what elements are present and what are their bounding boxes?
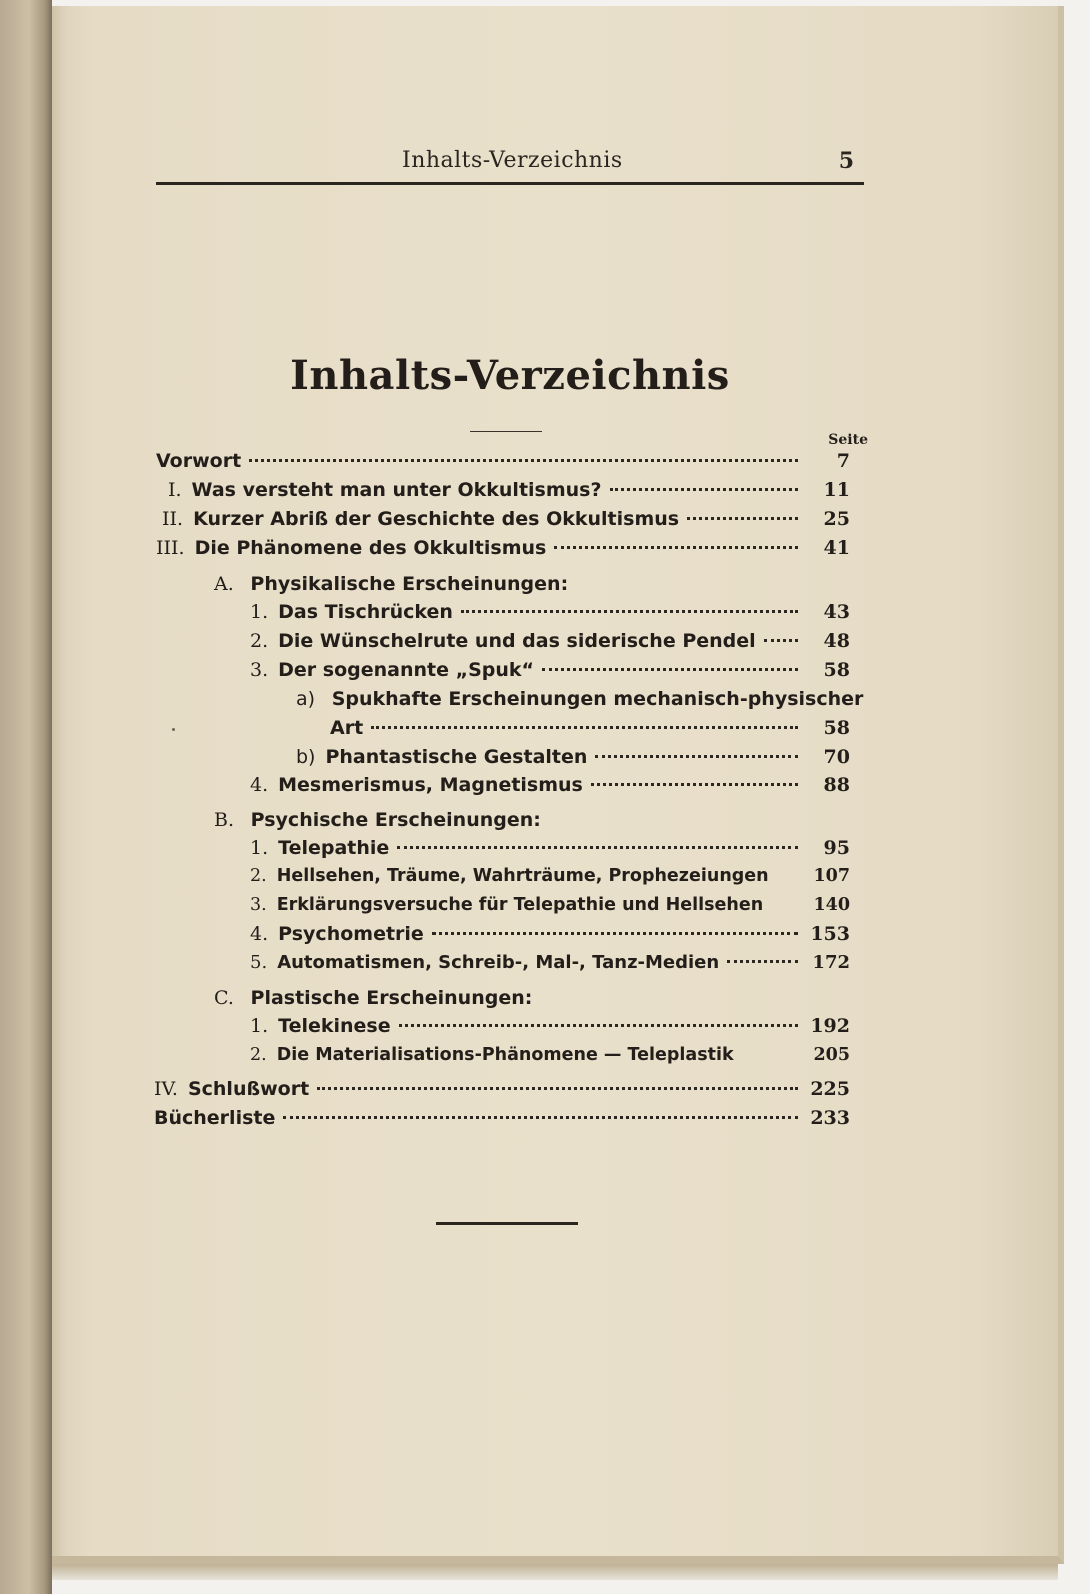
toc-entry-vorwort [156, 447, 850, 475]
toc-entry-page: 153 [810, 923, 850, 945]
toc-entry-b5 [250, 949, 850, 977]
toc-entry-title: Hellsehen, Träume, Wahrträume, Prophezeiungen [276, 866, 769, 886]
toc-entry-number: A. [214, 573, 234, 595]
dot-leader [542, 668, 798, 671]
toc-entry-title: Schlußwort [187, 1078, 310, 1100]
toc-entry-title: Art [330, 717, 364, 739]
toc-entry-number: B. [214, 809, 235, 831]
dot-leader [397, 846, 798, 849]
toc-entry-title: Die Wünschelrute und das siderische Pendel [278, 630, 756, 652]
toc-entry-a3 [250, 656, 850, 684]
toc-entry-number: 1. [250, 837, 269, 859]
dot-leader [249, 459, 798, 462]
end-rule [436, 1222, 578, 1225]
toc-entry-page: 25 [823, 508, 850, 530]
toc-entry-title: Psychische Erscheinungen: [250, 809, 541, 831]
toc-entry-number: b) [296, 746, 316, 768]
dot-leader [727, 960, 798, 963]
toc-entry-title: Telepathie [278, 837, 390, 859]
toc-entry-number: 4. [250, 774, 269, 796]
toc-entry-title: Das Tischrücken [278, 601, 453, 623]
dot-leader [399, 1024, 798, 1027]
toc-entry-page: 205 [813, 1045, 850, 1065]
toc-entry-page: 43 [823, 601, 850, 623]
toc-entry-number: 4. [250, 923, 269, 945]
toc-entry-b4 [250, 920, 850, 948]
toc-entry-a2 [250, 627, 850, 655]
toc-entry-title: Mesmerismus, Magnetismus [278, 774, 583, 796]
toc-entry-a1 [250, 598, 850, 626]
dot-leader [461, 610, 798, 613]
toc-entry-page: 41 [823, 537, 850, 559]
toc-entry-page: 95 [823, 837, 850, 859]
toc-entry-number: 5. [250, 952, 268, 973]
toc-section-b [214, 806, 541, 834]
toc-entry-a3a-continued [330, 714, 850, 742]
toc-entry-page: 107 [813, 866, 850, 886]
toc-entry-title: Der sogenannte „Spuk“ [278, 659, 535, 681]
toc-entry-title: Psychometrie [278, 923, 424, 945]
toc-entry-number: III. [156, 537, 185, 559]
dot-leader [317, 1087, 798, 1090]
toc-entry-a3a [296, 685, 863, 713]
dot-leader [610, 488, 798, 491]
dot-leader [432, 932, 798, 935]
toc-entry-title: Erklärungsversuche für Telepathie und Hellsehen [276, 895, 764, 915]
toc-entry-a4 [250, 771, 850, 799]
toc-section-c [214, 984, 532, 1012]
toc-entry-page: 192 [810, 1015, 850, 1037]
toc-entry-number: 1. [250, 1015, 269, 1037]
dot-leader [554, 546, 798, 549]
toc-entry-page: 48 [823, 630, 850, 652]
page-title: Inhalts-Verzeichnis [290, 352, 730, 399]
toc-entry-title: Die Materialisations-Phänomene — Teleplastik [276, 1045, 734, 1065]
toc-entry-a3b [296, 743, 850, 771]
dot-leader [687, 517, 798, 520]
dot-leader [595, 755, 798, 758]
toc-entry-page: 70 [823, 746, 850, 768]
toc-entry-number: 2. [250, 630, 269, 652]
toc-entry-number: 3. [250, 895, 267, 915]
toc-entry-title: Was versteht man unter Okkultismus? [191, 479, 602, 501]
toc-entry-page: 58 [823, 717, 850, 739]
toc-entry-c1 [250, 1012, 850, 1040]
toc-entry-chapter-3 [156, 534, 850, 562]
dot-leader [771, 902, 798, 905]
toc-entry-page: 233 [810, 1107, 850, 1129]
toc-entry-number: II. [162, 508, 184, 530]
toc-entry-chapter-4 [154, 1075, 850, 1103]
toc-entry-number: I. [168, 479, 182, 501]
toc-entry-number: 3. [250, 659, 269, 681]
toc-entry-title: Vorwort [156, 450, 242, 472]
page-column-label: Seite [828, 432, 868, 448]
toc-entry-page: 7 [836, 450, 850, 472]
toc-entry-number: C. [214, 987, 234, 1009]
toc-entry-page: 58 [823, 659, 850, 681]
toc-entry-chapter-2 [162, 505, 850, 533]
toc-entry-number: 1. [250, 601, 269, 623]
toc-entry-b2 [250, 862, 850, 890]
dot-leader [777, 873, 798, 876]
dot-leader [371, 726, 798, 729]
toc-entry-page: 172 [812, 952, 850, 973]
toc-entry-c2 [250, 1041, 850, 1069]
toc-entry-title: Physikalische Erscheinungen: [250, 573, 569, 595]
toc-entry-title: Bücherliste [154, 1107, 276, 1129]
toc-entry-chapter-1 [168, 476, 850, 504]
toc-entry-title: Phantastische Gestalten [325, 746, 588, 768]
toc-entry-number: a) [296, 688, 316, 710]
toc-entry-title: Die Phänomene des Okkultismus [194, 537, 547, 559]
toc-entry-b3 [250, 891, 850, 919]
dot-leader [283, 1116, 798, 1119]
toc-section-a [214, 570, 568, 598]
toc-entry-b1 [250, 834, 850, 862]
toc-entry-page: 225 [810, 1078, 850, 1100]
toc-entry-page: 140 [813, 895, 850, 915]
dot-leader [742, 1052, 798, 1055]
toc-entry-number: 2. [250, 1045, 267, 1065]
toc-entry-page: 11 [823, 479, 850, 501]
toc-entry-title: Telekinese [278, 1015, 391, 1037]
toc-entry-title: Kurzer Abriß der Geschichte des Okkultismus [193, 508, 680, 530]
dot-leader [764, 639, 798, 642]
toc-entry-page: 88 [823, 774, 850, 796]
running-head-title: Inhalts-Verzeichnis [402, 148, 623, 173]
toc-entry-number: 2. [250, 866, 267, 886]
toc-entry-title: Plastische Erscheinungen: [250, 987, 533, 1009]
toc-entry-title: Automatismen, Schreib-, Mal-, Tanz-Medien [277, 952, 720, 973]
dot-leader [591, 783, 798, 786]
toc-entry-buecherliste [154, 1104, 850, 1132]
page-number: 5 [838, 148, 854, 174]
toc-entry-title: Spukhafte Erscheinungen mechanisch-physischer [331, 688, 864, 710]
toc-entry-number: IV. [154, 1078, 178, 1100]
